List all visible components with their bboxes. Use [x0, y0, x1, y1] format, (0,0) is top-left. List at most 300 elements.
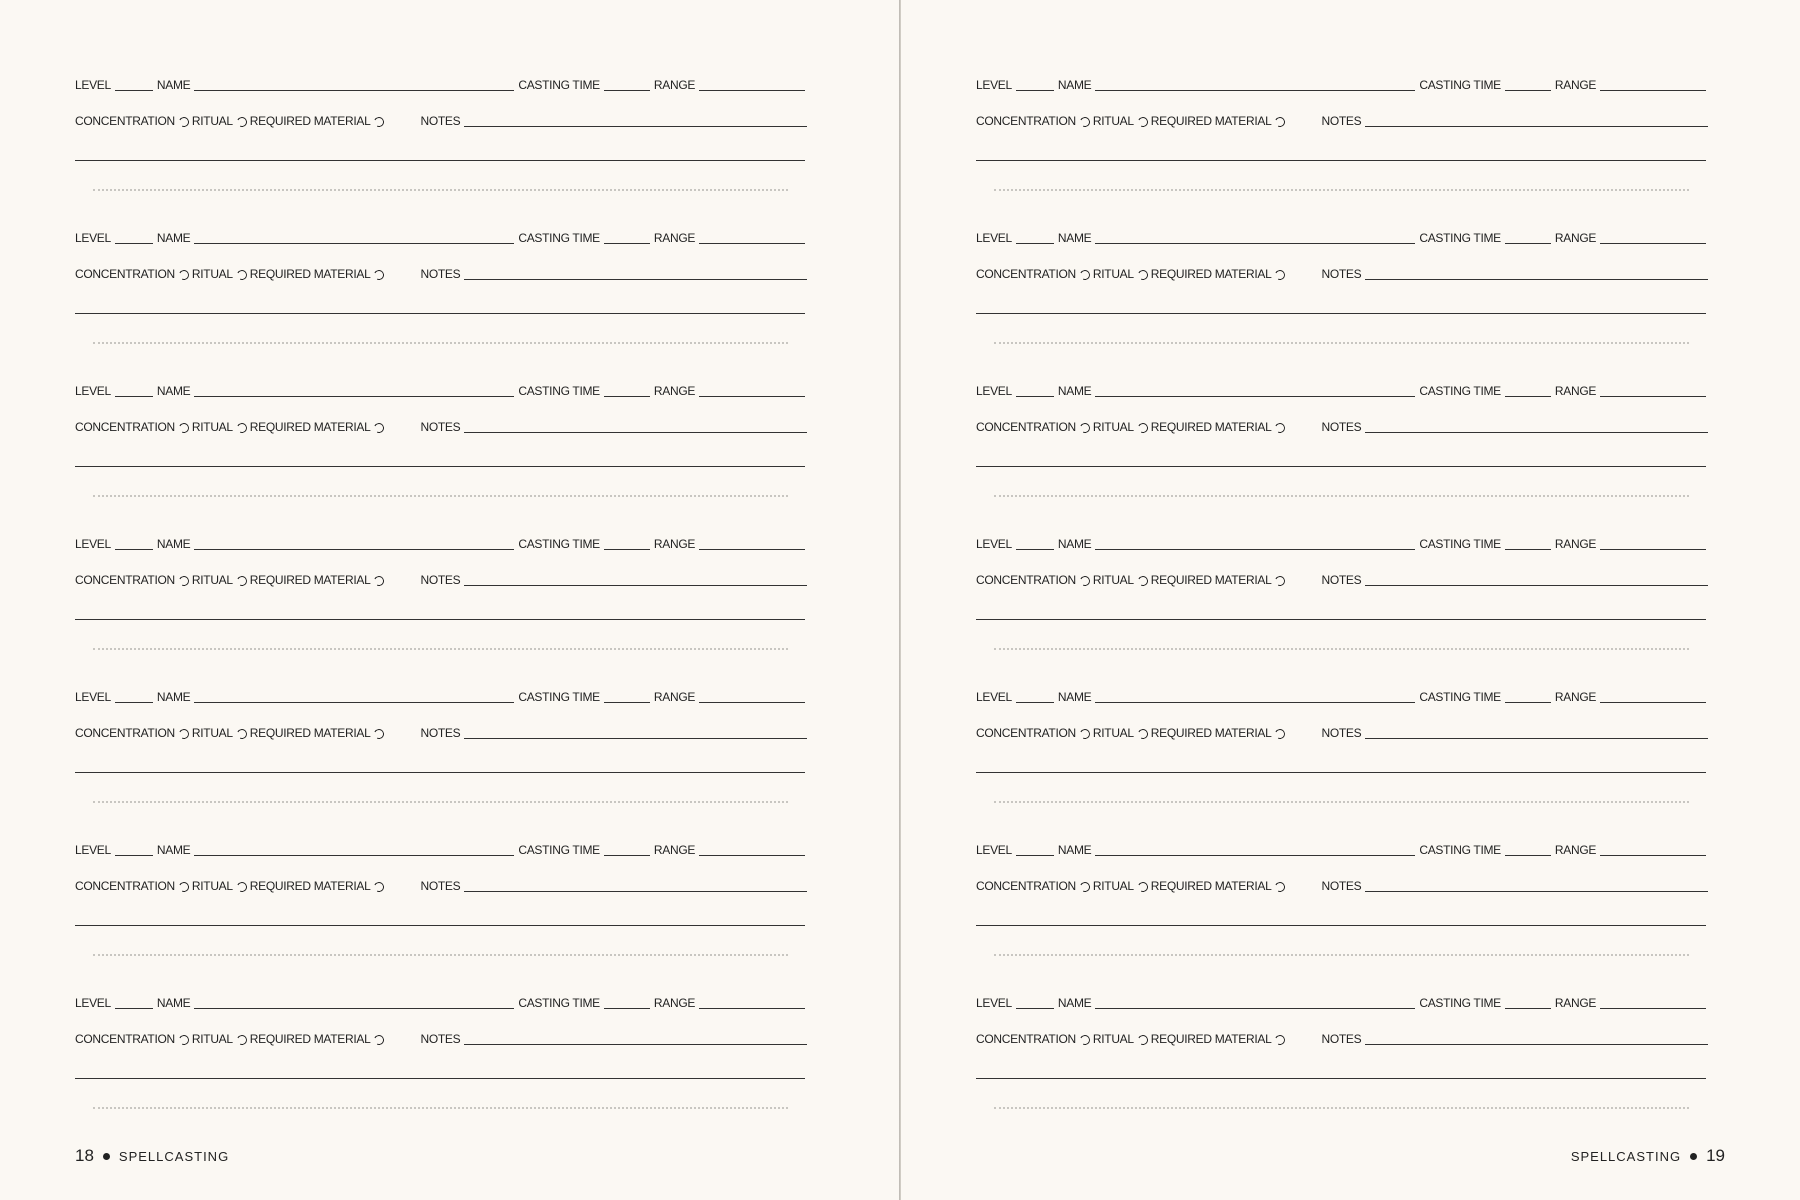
required-material-checkbox[interactable] — [373, 269, 386, 282]
notes-continuation-line[interactable] — [976, 925, 1706, 926]
range-label: RANGE — [653, 843, 696, 857]
required-material-checkbox[interactable] — [1274, 269, 1287, 282]
level-label: LEVEL — [976, 690, 1012, 704]
level-field[interactable] — [115, 396, 153, 397]
notes-field[interactable] — [1365, 432, 1708, 433]
required-material-label: REQUIRED MATERIAL — [249, 267, 371, 281]
range-field[interactable] — [1600, 549, 1706, 550]
range-field[interactable] — [1600, 90, 1706, 91]
level-label: LEVEL — [75, 231, 111, 245]
dotted-separator — [93, 648, 788, 650]
name-field[interactable] — [194, 855, 514, 856]
range-label: RANGE — [653, 231, 696, 245]
dotted-separator — [994, 801, 1689, 803]
ritual-checkbox[interactable] — [1136, 575, 1149, 588]
ritual-checkbox[interactable] — [235, 116, 248, 129]
casting-time-label: CASTING TIME — [1419, 843, 1501, 857]
dotted-separator — [994, 954, 1689, 956]
ritual-checkbox[interactable] — [235, 881, 248, 894]
required-material-label: REQUIRED MATERIAL — [249, 1032, 371, 1046]
spell-options-row — [976, 571, 1706, 587]
name-label: NAME — [1057, 537, 1092, 551]
required-material-label: REQUIRED MATERIAL — [1150, 879, 1272, 893]
range-field[interactable] — [699, 90, 805, 91]
name-field[interactable] — [194, 702, 514, 703]
name-label: NAME — [156, 231, 191, 245]
notes-continuation-line[interactable] — [976, 1078, 1706, 1079]
dotted-separator — [994, 342, 1689, 344]
notes-field[interactable] — [1365, 585, 1708, 586]
name-field[interactable] — [194, 1008, 514, 1009]
range-field[interactable] — [699, 243, 805, 244]
ritual-checkbox[interactable] — [1136, 1034, 1149, 1047]
spell-entry — [75, 223, 805, 376]
dotted-separator — [93, 342, 788, 344]
name-label: NAME — [1057, 843, 1092, 857]
spell-header-row — [976, 382, 1706, 398]
spell-header-row — [75, 535, 805, 551]
required-material-checkbox[interactable] — [373, 728, 386, 741]
range-label: RANGE — [653, 996, 696, 1010]
notes-continuation-line[interactable] — [75, 160, 805, 161]
level-label: LEVEL — [976, 843, 1012, 857]
ritual-checkbox[interactable] — [235, 422, 248, 435]
ritual-label: RITUAL — [1092, 420, 1134, 434]
concentration-checkbox[interactable] — [177, 1034, 190, 1047]
range-field[interactable] — [699, 855, 805, 856]
spell-entries-left — [75, 70, 805, 1141]
spell-entry — [75, 988, 805, 1141]
name-field[interactable] — [1095, 396, 1415, 397]
level-field[interactable] — [1016, 90, 1054, 91]
level-field[interactable] — [1016, 396, 1054, 397]
range-label: RANGE — [653, 690, 696, 704]
casting-time-label: CASTING TIME — [1419, 996, 1501, 1010]
required-material-checkbox[interactable] — [1274, 116, 1287, 129]
casting-time-label: CASTING TIME — [1419, 384, 1501, 398]
ritual-checkbox[interactable] — [235, 269, 248, 282]
name-field[interactable] — [1095, 855, 1415, 856]
spell-options-row — [976, 724, 1706, 740]
concentration-checkbox[interactable] — [177, 269, 190, 282]
section-title: SPELLCASTING — [118, 1148, 230, 1164]
notes-label: NOTES — [420, 1032, 461, 1046]
concentration-checkbox[interactable] — [177, 575, 190, 588]
dotted-separator — [93, 189, 788, 191]
notes-continuation-line[interactable] — [976, 313, 1706, 314]
required-material-label: REQUIRED MATERIAL — [249, 726, 371, 740]
required-material-label: REQUIRED MATERIAL — [249, 573, 371, 587]
notes-field[interactable] — [1365, 279, 1708, 280]
casting-time-label: CASTING TIME — [1419, 690, 1501, 704]
spell-options-row — [976, 418, 1706, 434]
level-label: LEVEL — [976, 384, 1012, 398]
range-label: RANGE — [1554, 537, 1597, 551]
range-field[interactable] — [1600, 1008, 1706, 1009]
required-material-label: REQUIRED MATERIAL — [249, 114, 371, 128]
notes-continuation-line[interactable] — [75, 772, 805, 773]
bullet-icon — [1690, 1153, 1697, 1160]
notes-label: NOTES — [1321, 114, 1362, 128]
spell-header-row — [976, 688, 1706, 704]
level-label: LEVEL — [976, 537, 1012, 551]
casting-time-field[interactable] — [604, 396, 650, 397]
name-field[interactable] — [194, 549, 514, 550]
spell-header-row — [75, 841, 805, 857]
range-field[interactable] — [699, 1008, 805, 1009]
notes-label: NOTES — [1321, 1032, 1362, 1046]
ritual-checkbox[interactable] — [1136, 881, 1149, 894]
name-label: NAME — [156, 843, 191, 857]
required-material-checkbox[interactable] — [373, 881, 386, 894]
ritual-checkbox[interactable] — [235, 728, 248, 741]
notes-label: NOTES — [1321, 267, 1362, 281]
name-field[interactable] — [1095, 702, 1415, 703]
casting-time-field[interactable] — [1505, 90, 1551, 91]
concentration-checkbox[interactable] — [177, 422, 190, 435]
concentration-label: CONCENTRATION — [75, 879, 175, 893]
notes-field[interactable] — [1365, 738, 1708, 739]
bullet-icon — [103, 1153, 110, 1160]
range-label: RANGE — [653, 78, 696, 92]
casting-time-field[interactable] — [604, 243, 650, 244]
page-number: 19 — [1706, 1146, 1725, 1165]
spell-entry — [976, 70, 1706, 223]
concentration-checkbox[interactable] — [1078, 269, 1091, 282]
range-label: RANGE — [1554, 996, 1597, 1010]
required-material-label: REQUIRED MATERIAL — [1150, 267, 1272, 281]
concentration-checkbox[interactable] — [1078, 116, 1091, 129]
notes-label: NOTES — [420, 726, 461, 740]
ritual-checkbox[interactable] — [235, 1034, 248, 1047]
spell-entry — [75, 529, 805, 682]
notes-continuation-line[interactable] — [75, 619, 805, 620]
notes-field[interactable] — [464, 891, 807, 892]
name-field[interactable] — [194, 243, 514, 244]
concentration-checkbox[interactable] — [1078, 1034, 1091, 1047]
spell-header-row — [976, 229, 1706, 245]
spell-entry — [976, 988, 1706, 1141]
spell-header-row — [75, 994, 805, 1010]
dotted-separator — [93, 954, 788, 956]
casting-time-label: CASTING TIME — [518, 537, 600, 551]
name-label: NAME — [156, 690, 191, 704]
notes-field[interactable] — [464, 432, 807, 433]
notes-label: NOTES — [420, 267, 461, 281]
spell-entry — [75, 835, 805, 988]
spell-options-row — [75, 112, 805, 128]
name-field[interactable] — [1095, 1008, 1415, 1009]
range-label: RANGE — [653, 384, 696, 398]
spell-options-row — [75, 877, 805, 893]
notes-field[interactable] — [464, 126, 807, 127]
spell-entry — [976, 529, 1706, 682]
spell-header-row — [976, 994, 1706, 1010]
casting-time-label: CASTING TIME — [1419, 78, 1501, 92]
casting-time-field[interactable] — [1505, 243, 1551, 244]
name-label: NAME — [1057, 384, 1092, 398]
dotted-separator — [994, 495, 1689, 497]
concentration-checkbox[interactable] — [1078, 422, 1091, 435]
spell-options-row — [75, 724, 805, 740]
level-label: LEVEL — [75, 384, 111, 398]
level-label: LEVEL — [75, 996, 111, 1010]
required-material-checkbox[interactable] — [1274, 575, 1287, 588]
ritual-label: RITUAL — [1092, 1032, 1134, 1046]
casting-time-field[interactable] — [1505, 549, 1551, 550]
range-label: RANGE — [1554, 384, 1597, 398]
level-field[interactable] — [115, 243, 153, 244]
name-label: NAME — [156, 384, 191, 398]
notes-continuation-line[interactable] — [976, 160, 1706, 161]
range-field[interactable] — [699, 396, 805, 397]
concentration-label: CONCENTRATION — [976, 726, 1076, 740]
spell-options-row — [976, 877, 1706, 893]
required-material-checkbox[interactable] — [1274, 422, 1287, 435]
ritual-label: RITUAL — [1092, 573, 1134, 587]
notes-continuation-line[interactable] — [75, 1078, 805, 1079]
notes-label: NOTES — [1321, 420, 1362, 434]
name-field[interactable] — [1095, 549, 1415, 550]
required-material-label: REQUIRED MATERIAL — [1150, 420, 1272, 434]
dotted-separator — [93, 801, 788, 803]
concentration-checkbox[interactable] — [1078, 728, 1091, 741]
spell-header-row — [976, 535, 1706, 551]
range-label: RANGE — [653, 537, 696, 551]
concentration-label: CONCENTRATION — [75, 1032, 175, 1046]
level-label: LEVEL — [75, 78, 111, 92]
required-material-label: REQUIRED MATERIAL — [1150, 573, 1272, 587]
concentration-label: CONCENTRATION — [75, 420, 175, 434]
required-material-checkbox[interactable] — [1274, 728, 1287, 741]
level-field[interactable] — [115, 702, 153, 703]
name-field[interactable] — [1095, 90, 1415, 91]
name-label: NAME — [156, 537, 191, 551]
ritual-checkbox[interactable] — [1136, 728, 1149, 741]
ritual-label: RITUAL — [191, 114, 233, 128]
page-footer-right — [1571, 1146, 1725, 1166]
ritual-checkbox[interactable] — [1136, 422, 1149, 435]
notes-field[interactable] — [1365, 1044, 1708, 1045]
spell-options-row — [976, 265, 1706, 281]
name-label: NAME — [156, 78, 191, 92]
range-field[interactable] — [699, 549, 805, 550]
ritual-label: RITUAL — [191, 420, 233, 434]
ritual-label: RITUAL — [1092, 267, 1134, 281]
concentration-label: CONCENTRATION — [976, 267, 1076, 281]
casting-time-label: CASTING TIME — [518, 996, 600, 1010]
concentration-checkbox[interactable] — [177, 116, 190, 129]
spell-options-row — [75, 265, 805, 281]
notes-continuation-line[interactable] — [75, 313, 805, 314]
page-right — [901, 0, 1800, 1200]
ritual-label: RITUAL — [1092, 726, 1134, 740]
level-field[interactable] — [115, 855, 153, 856]
casting-time-field[interactable] — [604, 855, 650, 856]
notes-continuation-line[interactable] — [75, 466, 805, 467]
name-label: NAME — [1057, 231, 1092, 245]
notes-field[interactable] — [464, 738, 807, 739]
required-material-checkbox[interactable] — [1274, 881, 1287, 894]
concentration-label: CONCENTRATION — [976, 879, 1076, 893]
concentration-label: CONCENTRATION — [75, 267, 175, 281]
level-field[interactable] — [115, 1008, 153, 1009]
level-label: LEVEL — [976, 996, 1012, 1010]
spell-options-row — [75, 571, 805, 587]
name-label: NAME — [1057, 78, 1092, 92]
spell-header-row — [75, 382, 805, 398]
dotted-separator — [93, 1107, 788, 1109]
notes-label: NOTES — [420, 114, 461, 128]
casting-time-label: CASTING TIME — [518, 843, 600, 857]
casting-time-field[interactable] — [1505, 1008, 1551, 1009]
ritual-checkbox[interactable] — [1136, 269, 1149, 282]
notes-label: NOTES — [1321, 573, 1362, 587]
casting-time-field[interactable] — [1505, 855, 1551, 856]
ritual-label: RITUAL — [191, 267, 233, 281]
concentration-checkbox[interactable] — [177, 728, 190, 741]
level-label: LEVEL — [75, 537, 111, 551]
ritual-checkbox[interactable] — [235, 575, 248, 588]
notes-label: NOTES — [420, 420, 461, 434]
required-material-label: REQUIRED MATERIAL — [1150, 726, 1272, 740]
range-label: RANGE — [1554, 690, 1597, 704]
concentration-checkbox[interactable] — [1078, 575, 1091, 588]
level-field[interactable] — [1016, 243, 1054, 244]
required-material-label: REQUIRED MATERIAL — [1150, 1032, 1272, 1046]
spell-entry — [976, 682, 1706, 835]
casting-time-field[interactable] — [1505, 702, 1551, 703]
casting-time-label: CASTING TIME — [518, 384, 600, 398]
spell-header-row — [75, 688, 805, 704]
required-material-label: REQUIRED MATERIAL — [249, 879, 371, 893]
dotted-separator — [994, 189, 1689, 191]
name-label: NAME — [1057, 996, 1092, 1010]
page-number: 18 — [75, 1146, 94, 1165]
casting-time-field[interactable] — [604, 90, 650, 91]
concentration-checkbox[interactable] — [1078, 881, 1091, 894]
notes-label: NOTES — [1321, 726, 1362, 740]
notes-label: NOTES — [1321, 879, 1362, 893]
required-material-checkbox[interactable] — [373, 422, 386, 435]
dotted-separator — [994, 1107, 1689, 1109]
notes-continuation-line[interactable] — [976, 466, 1706, 467]
ritual-label: RITUAL — [191, 573, 233, 587]
spell-options-row — [976, 112, 1706, 128]
level-label: LEVEL — [976, 78, 1012, 92]
range-field[interactable] — [1600, 396, 1706, 397]
notes-field[interactable] — [464, 1044, 807, 1045]
level-label: LEVEL — [75, 690, 111, 704]
section-title: SPELLCASTING — [1570, 1148, 1682, 1164]
page-left — [0, 0, 899, 1200]
concentration-label: CONCENTRATION — [75, 114, 175, 128]
level-field[interactable] — [1016, 702, 1054, 703]
casting-time-label: CASTING TIME — [518, 690, 600, 704]
concentration-label: CONCENTRATION — [976, 114, 1076, 128]
casting-time-field[interactable] — [604, 549, 650, 550]
notes-continuation-line[interactable] — [976, 619, 1706, 620]
level-field[interactable] — [115, 549, 153, 550]
ritual-label: RITUAL — [191, 726, 233, 740]
notes-continuation-line[interactable] — [976, 772, 1706, 773]
notes-continuation-line[interactable] — [75, 925, 805, 926]
required-material-checkbox[interactable] — [373, 1034, 386, 1047]
casting-time-field[interactable] — [1505, 396, 1551, 397]
spell-entry — [976, 223, 1706, 376]
concentration-label: CONCENTRATION — [976, 1032, 1076, 1046]
notes-label: NOTES — [420, 879, 461, 893]
ritual-label: RITUAL — [1092, 879, 1134, 893]
notes-field[interactable] — [1365, 126, 1708, 127]
range-field[interactable] — [699, 702, 805, 703]
spell-options-row — [75, 1030, 805, 1046]
spell-header-row — [976, 76, 1706, 92]
level-field[interactable] — [1016, 1008, 1054, 1009]
dotted-separator — [994, 648, 1689, 650]
spell-header-row — [75, 229, 805, 245]
level-field[interactable] — [115, 90, 153, 91]
spell-options-row — [75, 418, 805, 434]
ritual-checkbox[interactable] — [1136, 116, 1149, 129]
casting-time-label: CASTING TIME — [1419, 231, 1501, 245]
concentration-label: CONCENTRATION — [75, 573, 175, 587]
level-field[interactable] — [1016, 855, 1054, 856]
casting-time-field[interactable] — [604, 1008, 650, 1009]
required-material-checkbox[interactable] — [373, 575, 386, 588]
range-field[interactable] — [1600, 702, 1706, 703]
casting-time-label: CASTING TIME — [518, 231, 600, 245]
spell-entry — [75, 682, 805, 835]
range-label: RANGE — [1554, 78, 1597, 92]
spell-header-row — [75, 76, 805, 92]
spell-header-row — [976, 841, 1706, 857]
ritual-label: RITUAL — [191, 879, 233, 893]
concentration-label: CONCENTRATION — [976, 420, 1076, 434]
dotted-separator — [93, 495, 788, 497]
name-field[interactable] — [1095, 243, 1415, 244]
notes-field[interactable] — [464, 585, 807, 586]
name-field[interactable] — [194, 396, 514, 397]
name-label: NAME — [1057, 690, 1092, 704]
range-field[interactable] — [1600, 243, 1706, 244]
name-field[interactable] — [194, 90, 514, 91]
spell-options-row — [976, 1030, 1706, 1046]
concentration-label: CONCENTRATION — [75, 726, 175, 740]
ritual-label: RITUAL — [191, 1032, 233, 1046]
spell-entry — [976, 376, 1706, 529]
notes-field[interactable] — [1365, 891, 1708, 892]
name-label: NAME — [156, 996, 191, 1010]
spell-entry — [75, 376, 805, 529]
required-material-checkbox[interactable] — [373, 116, 386, 129]
notes-label: NOTES — [420, 573, 461, 587]
required-material-label: REQUIRED MATERIAL — [249, 420, 371, 434]
spell-entry — [976, 835, 1706, 988]
level-label: LEVEL — [976, 231, 1012, 245]
casting-time-label: CASTING TIME — [518, 78, 600, 92]
range-label: RANGE — [1554, 231, 1597, 245]
level-field[interactable] — [1016, 549, 1054, 550]
required-material-checkbox[interactable] — [1274, 1034, 1287, 1047]
range-label: RANGE — [1554, 843, 1597, 857]
concentration-checkbox[interactable] — [177, 881, 190, 894]
range-field[interactable] — [1600, 855, 1706, 856]
spell-entries-right — [976, 70, 1706, 1141]
page-footer-left — [75, 1146, 229, 1166]
notes-field[interactable] — [464, 279, 807, 280]
casting-time-field[interactable] — [604, 702, 650, 703]
